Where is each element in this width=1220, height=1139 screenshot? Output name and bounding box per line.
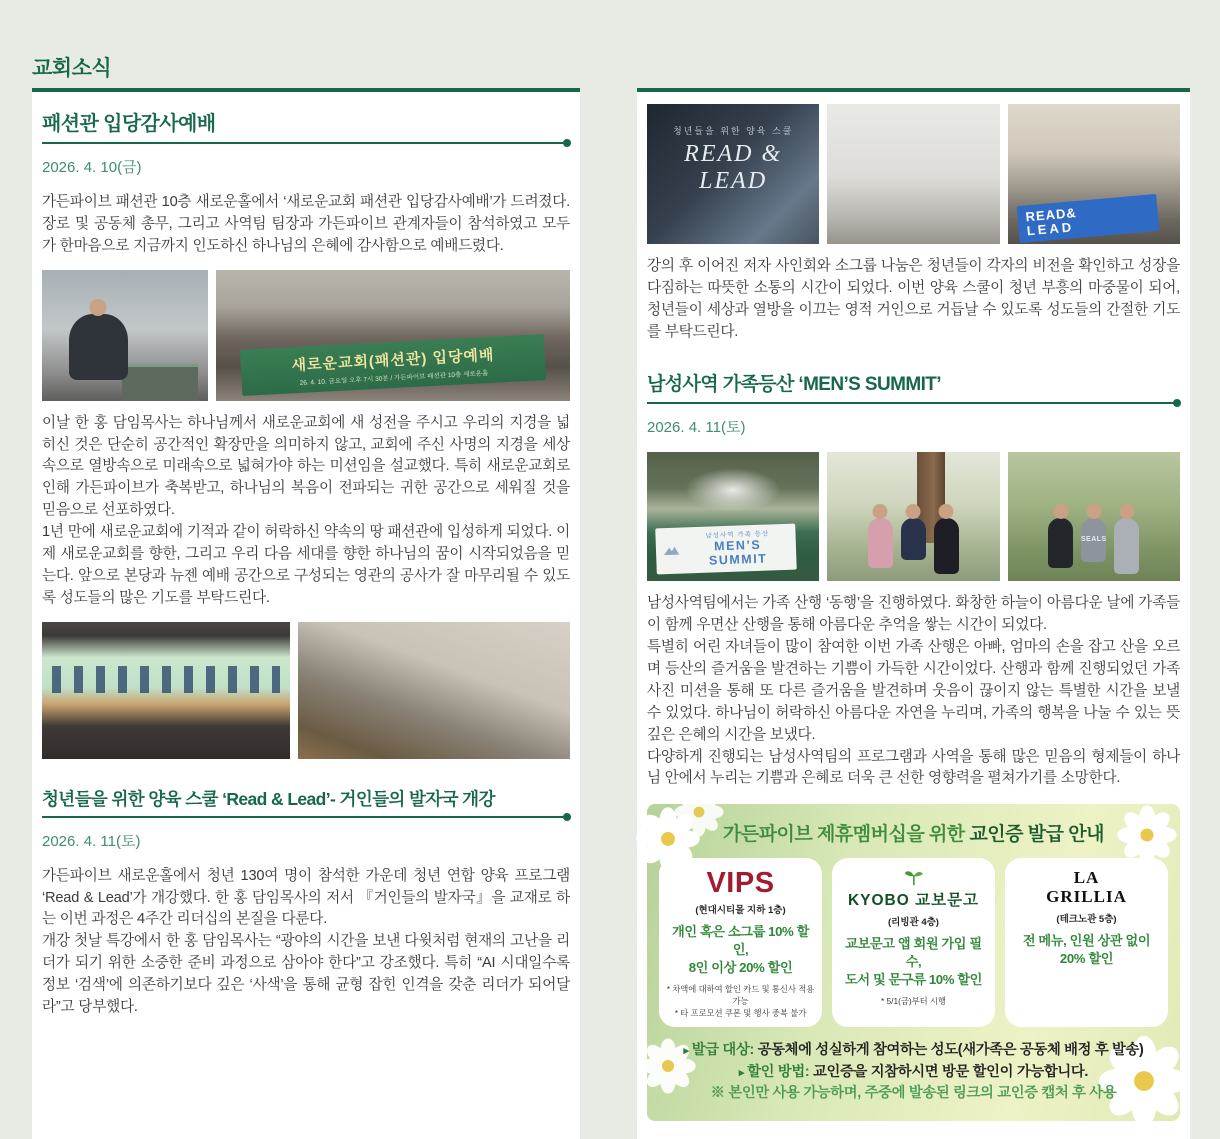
photo-family-by-tree <box>827 452 999 581</box>
benefit-text <box>838 935 989 988</box>
triangle-bullet-icon: ▸ <box>738 1066 745 1079</box>
photo-row <box>647 452 1180 581</box>
mountain-icon <box>661 545 679 557</box>
banner-text: MEN’S SUMMIT <box>708 538 768 568</box>
note-line: * 차액에 대하여 할인 카드 및 통신사 적용 가능 <box>666 983 815 1006</box>
speaker-figure <box>69 314 129 380</box>
article-date: 2026. 4. 11(토) <box>647 419 746 437</box>
ad-card-kyobo <box>832 858 995 1026</box>
article-title: 남성사역 가족등산 ‘MEN’S SUMMIT’ <box>647 373 941 395</box>
person-figure <box>868 518 893 568</box>
footer-label: 발급 대상: <box>691 1041 754 1058</box>
article-paragraph: 다양하게 진행되는 남성사역팀의 프로그램과 사역을 통해 많은 믿음의 형제들이 하나님 안에서 누리는 기쁨과 은혜로 더욱 큰 선한 영향력을 펼쳐가기를 소망한다. <box>647 748 1180 787</box>
article-date: 2026. 4. 11(토) <box>42 832 141 850</box>
vips-logo: VIPS <box>706 867 775 900</box>
columns <box>32 88 1190 1139</box>
ad-card-vips <box>659 858 822 1026</box>
banner-subtext: 26. 4. 10. 금요일 오후 7시 30분 / 가든파이브 패션관 10층 새로운홀 <box>299 369 489 387</box>
benefit-notes <box>838 995 989 1007</box>
photo-audience-banner <box>1008 104 1180 244</box>
article-paragraph: 가든파이브 새로운홀에서 청년 130여 명이 참석한 가운데 청년 연합 양육 프로그램 ‘Read & Lead’가 개강했다. 한 홍 담임목사의 저서 『거인들의 발자국』을 교재로 하는 이번 과정은 4주간 리더십의 본질을 다룬다. <box>42 867 570 928</box>
photo-row <box>42 622 570 759</box>
photo-congregation-hall <box>298 622 570 759</box>
person-figure <box>1114 518 1139 574</box>
entrance-banner <box>240 334 546 396</box>
family-figures <box>1008 518 1180 574</box>
shirt-text: SEALS <box>1080 536 1107 544</box>
backdrop-subtitle: 청년들을 위한 양육 스쿨 <box>672 125 794 136</box>
article-paragraph: 남성사역팀에서는 가족 산행 ‘동행’을 진행하였다. 화창한 하늘이 아름다운 날에 가족들이 함께 우면산 산행을 통해 아름다운 추억을 쌓는 시간이 되었다. <box>647 595 1180 634</box>
person-figure <box>1048 518 1073 568</box>
article-title: 패션관 입당감사예배 <box>42 113 216 135</box>
benefit-line: 도서 및 문구류 10% 할인 <box>845 972 982 987</box>
read-lead-banner <box>1017 194 1160 243</box>
benefit-line: 8인 이상 20% 할인 <box>688 960 793 975</box>
banner-text: LEAD <box>1026 218 1075 238</box>
ad-title-part1: 가든파이브 제휴멤버십을 위한 <box>723 824 965 846</box>
title-rule <box>42 142 570 144</box>
photo-talkshow-stage <box>647 104 819 244</box>
store-location: (테크노관 5층) <box>1056 913 1117 925</box>
right-column <box>637 88 1190 1139</box>
ad-cards <box>659 858 1168 1026</box>
note-line: * 타 프로모션 쿠폰 및 행사 중복 불가 <box>674 1007 807 1018</box>
title-rule <box>42 816 570 818</box>
benefit-line: 전 메뉴, 인원 상관 없이 <box>1022 932 1151 948</box>
logo-line: LA <box>1073 868 1100 888</box>
ad-footer <box>659 1040 1168 1105</box>
summit-banner <box>655 524 796 575</box>
left-column <box>32 88 580 1139</box>
photo-row <box>647 104 1180 244</box>
article-mens-summit <box>647 374 1180 791</box>
photo-family-seated <box>1008 452 1180 581</box>
benefit-text <box>665 923 816 976</box>
footer-text: 공동체에 성실하게 참여하는 성도(새가족은 공동체 배정 후 발송) <box>753 1041 1144 1058</box>
store-location: (현대시티몰 지하 1층) <box>695 905 786 917</box>
footer-line-discount <box>659 1062 1168 1084</box>
title-rule <box>647 402 1180 404</box>
footer-note: ※ 본인만 사용 가능하며, 주중에 발송된 링크의 교인증 캡처 후 사용 <box>710 1085 1117 1102</box>
triangle-bullet-icon: ▸ <box>683 1044 689 1057</box>
benefit-text <box>1011 932 1162 968</box>
store-location: (리빙관 4층) <box>888 917 939 929</box>
benefit-line: 개인 혹은 소그룹 10% 할인, <box>672 924 809 958</box>
banner-text: 새로운교회(패션관) 입당예배 <box>290 346 495 374</box>
people-silhouettes <box>52 666 280 693</box>
benefit-notes <box>665 983 816 1019</box>
footer-text: 교인증을 지참하시면 방문 할인이 가능합니다. <box>809 1063 1089 1080</box>
article-title: 청년들을 위한 양육 스쿨 ‘Read & Lead’- 거인들의 발자국 개강 <box>42 788 495 809</box>
podium-shape <box>122 364 198 401</box>
person-figure <box>934 518 959 574</box>
footer-label: 할인 방법: <box>747 1063 810 1080</box>
banner-subtext: 남성사역 가족 등산 <box>704 530 769 541</box>
ad-card-la-grillia <box>1005 858 1168 1026</box>
article-paragraph: 특별히 어린 자녀들이 많이 참여한 이번 가족 산행은 아빠, 엄마의 손을 잡고 산을 오르며 등산의 즐거움을 발견하는 기쁨이 가득한 시간이었다. 산행과 함께 진행되었던 가족사진 미션을 통해 또 다른 즐거움을 발견하며 웃음이 끊이지 않는 특별한 시간을 보낼 수 있었다. 하나님이 허락하신 아름다운 자연을 누리며, 가족의 행복을 나눌 수 있는 뜻깊은 은혜의 시간을 보냈다. <box>647 639 1180 743</box>
article-paragraph: 개강 첫날 특강에서 한 홍 담임목사는 “광야의 시간을 보낸 다윗처럼 현재의 고난을 리더가 되기 위한 소중한 준비 과정으로 삼아야 한다”고 강조했다. 특히 “AI 시대일수록 정보 ‘검색’에 의존하기보다 깊은 ‘사색’을 통해 균형 잡힌 인격을 갖춘 리더가 되어달라”고 당부했다. <box>42 933 570 1016</box>
la-grillia-logo <box>1011 869 1162 906</box>
article-paragraph: 1년 만에 새로운교회에 기적과 같이 허락하신 약속의 땅 패션관에 입성하게 되었다. 이제 새로운교회를 향한, 그리고 우리 다음 세대를 향한 하나님의 꿈이 시작되었음을 믿는다. 앞으로 본당과 뉴젠 예배 공간으로 구성되는 영관의 공사가 잘 마무리될 수 있도록 성도들의 많은 기도를 부탁드린다. <box>42 524 570 606</box>
family-figures <box>827 518 999 574</box>
benefit-line: 20% 할인 <box>1059 950 1114 966</box>
note-line: * 5/1(금)부터 시행 <box>881 995 946 1006</box>
photo-group-fountain <box>647 452 819 581</box>
ad-title <box>659 819 1168 846</box>
article-paragraph: 강의 후 이어진 저자 사인회와 소그룹 나눔은 청년들이 각자의 비전을 확인하고 성장을 다짐하는 따뜻한 소통의 시간이 되었다. 이번 양육 스쿨이 청년 부흥의 마중물이 되어, 청년들이 세상과 열방을 이끄는 영적 거인으로 거듭날 수 있도록 성도들의 간절한 기도를 부탁드린다. <box>647 258 1180 340</box>
photo-stage-lineup <box>42 622 290 759</box>
footer-line-issue <box>659 1040 1168 1062</box>
person-figure <box>901 518 926 560</box>
article-date: 2026. 4. 10(금) <box>42 159 142 176</box>
article-read-lead <box>42 789 570 1019</box>
ad-title-part2: 교인증 발급 안내 <box>969 824 1104 846</box>
photo-group-banner <box>216 270 570 401</box>
logo-line: GRILLIA <box>1046 887 1127 907</box>
banner-text-wrap <box>685 528 790 569</box>
article-paragraph: 가든파이브 패션관 10층 새로운홀에서 ‘새로운교회 패션관 입당감사예배’가 드려졌다. 장로 및 공동체 총무, 그리고 사역팀 팀장과 가든파이브 관계자들이 참석하였고 모두가 한마음으로 지금까지 인도하신 하나님의 은혜에 감사함으로 예배드렸다. <box>42 194 570 254</box>
photo-book-signing <box>827 104 999 244</box>
section-label: 교회소식 <box>32 57 112 80</box>
benefit-line: 교보문고 앱 회원 가입 필수, <box>845 936 982 970</box>
person-figure <box>1081 518 1106 562</box>
article-entrance-service <box>42 112 570 759</box>
banner-text: READ& <box>1024 204 1078 225</box>
kyobo-logo: KYOBO 교보문고 <box>847 892 980 910</box>
photo-pastor-podium <box>42 270 208 401</box>
article-paragraph: 이날 한 홍 담임목사는 하나님께서 새로운교회에 새 성전을 주시고 우리의 지경을 넓히신 것은 단순히 공간적인 확장만을 의미하지 않고, 교회에 주신 사명의 지경을 세상속으로 열방속으로 미래속으로 넓혀가야 하는 미션임을 설교했다. 특히 새로운교회로 인해 가든파이브가 축복받고, 하나님의 복음이 전파되는 귀한 공간으로 세워질 것을 믿음으로 선포하였다. <box>42 414 570 519</box>
backdrop-title: READ & LEAD <box>684 140 783 194</box>
membership-ad <box>647 804 1180 1121</box>
stage-backdrop-text <box>647 124 819 195</box>
kyobo-sprout-icon <box>903 867 925 887</box>
photo-row <box>42 270 570 401</box>
